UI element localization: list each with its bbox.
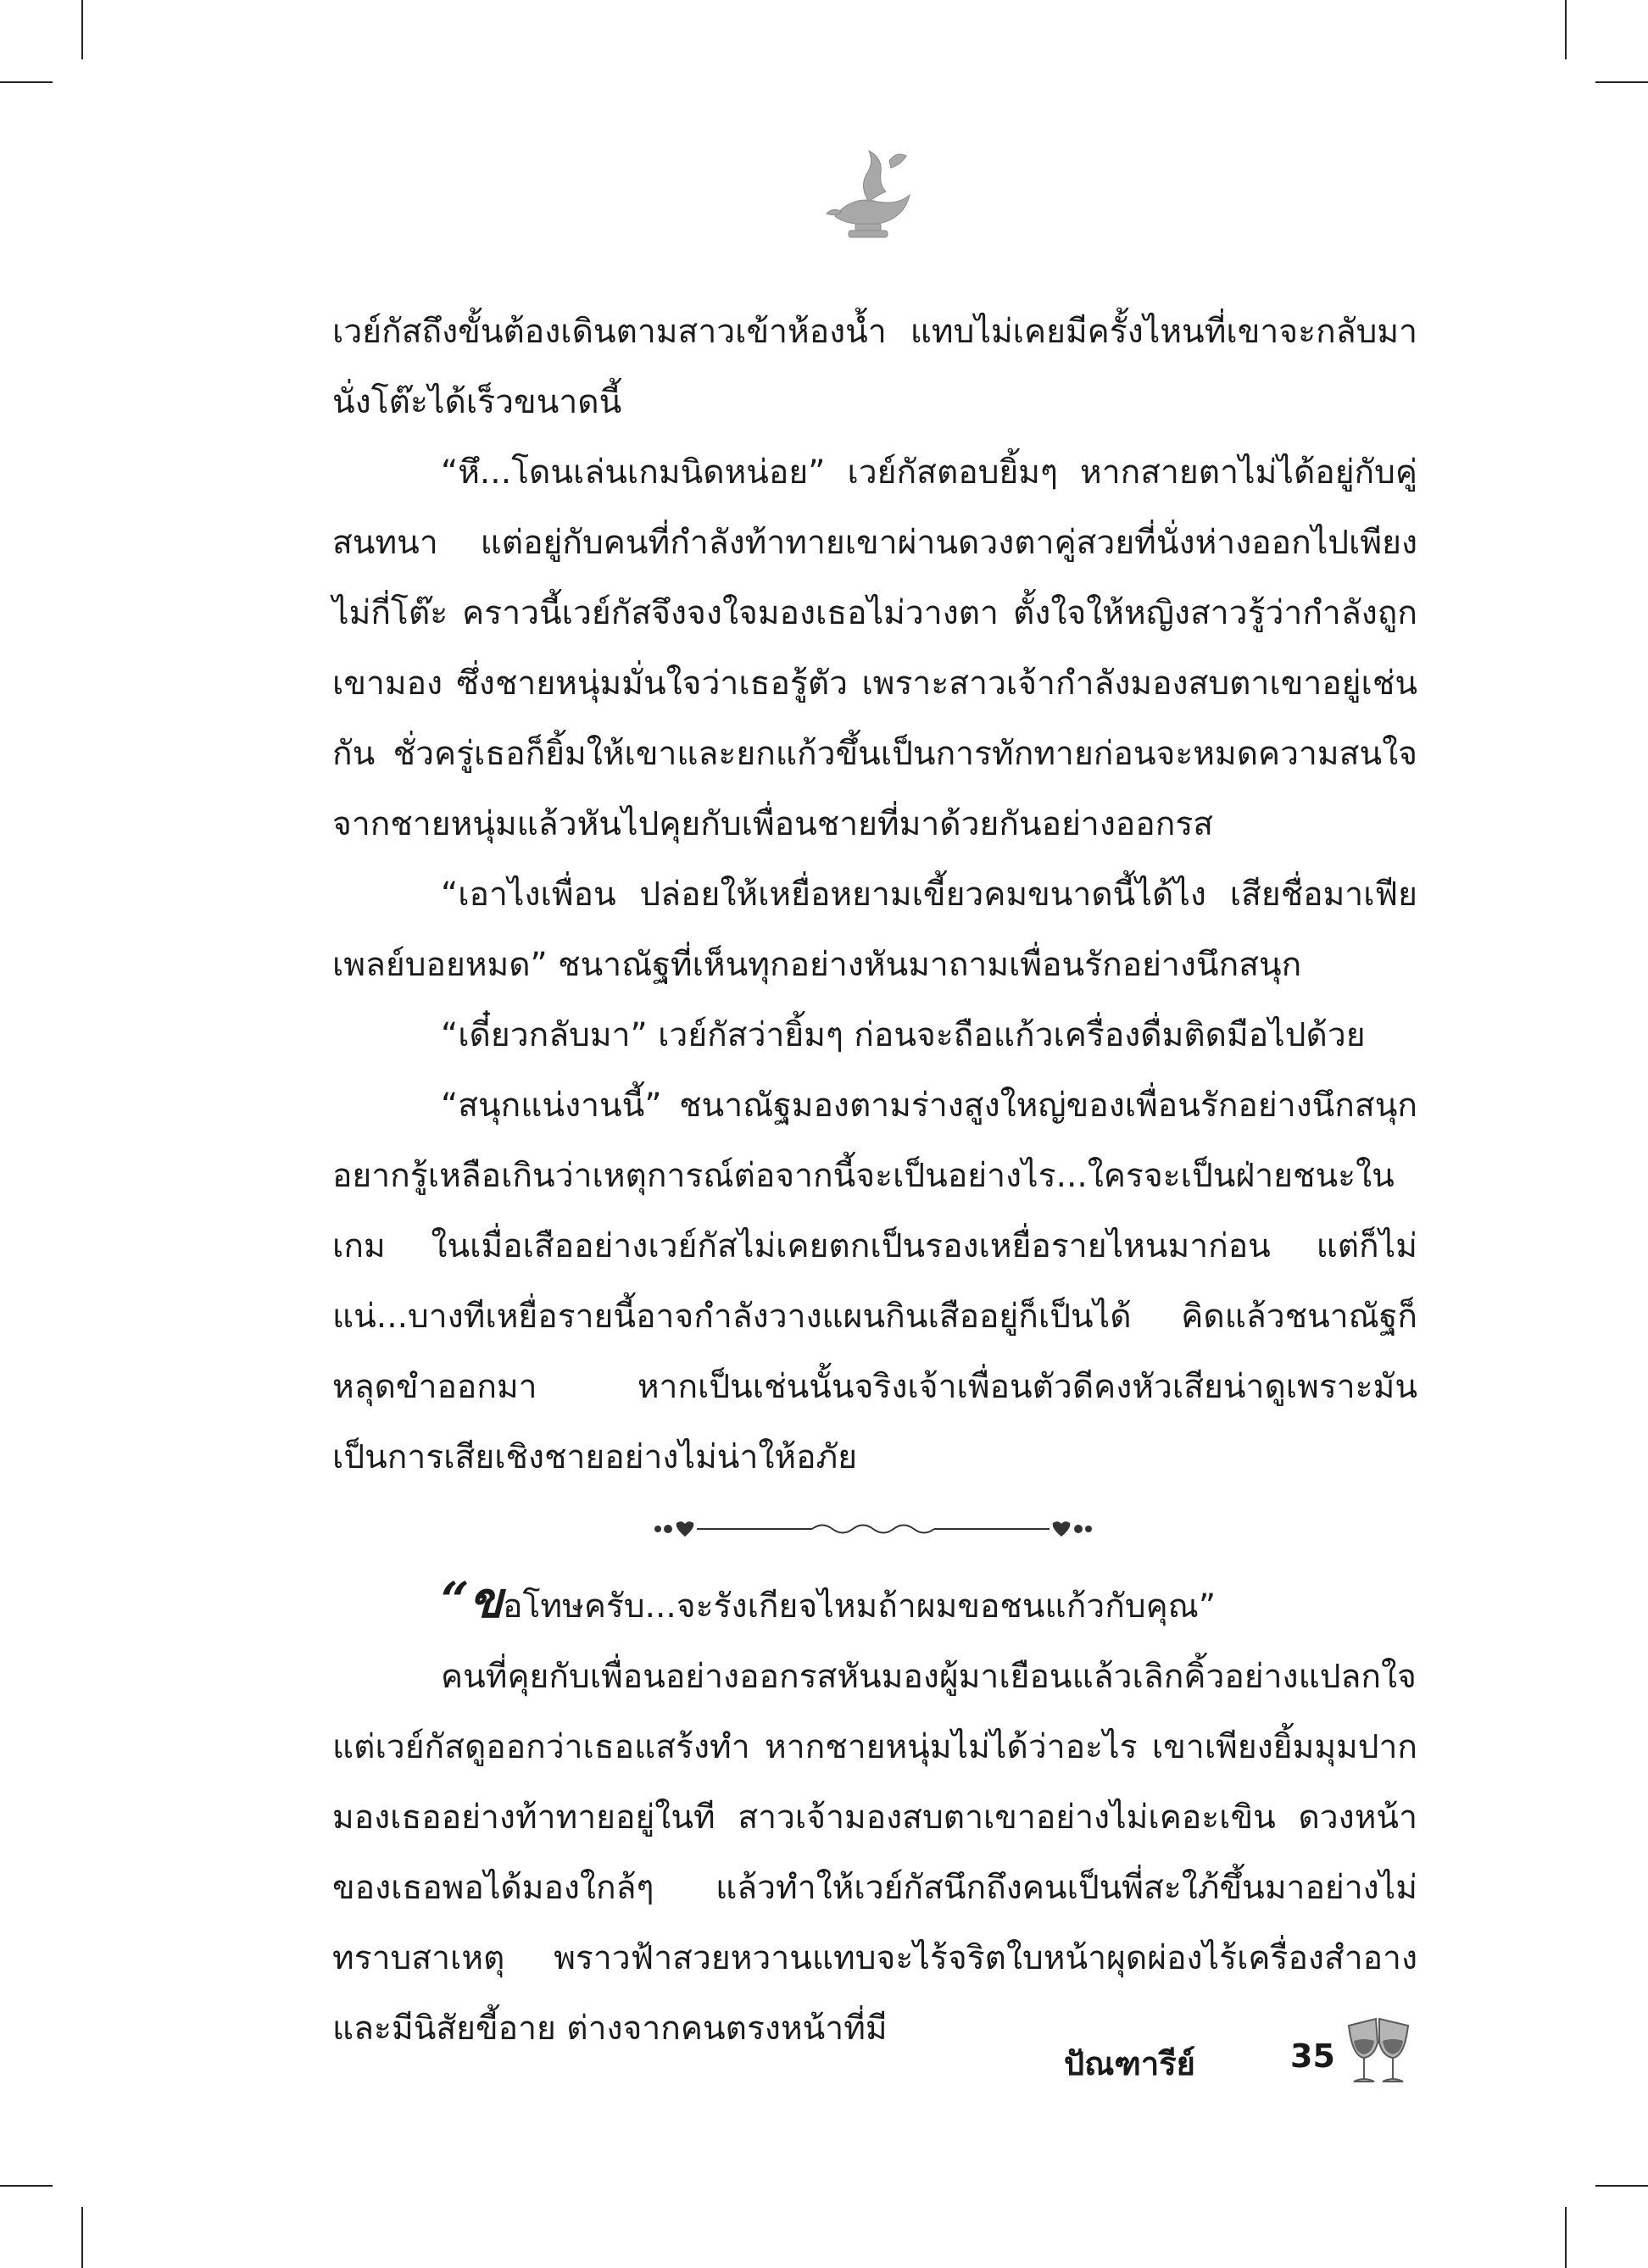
body-text <box>332 297 1417 2064</box>
paragraph-6: คนที่คุยกับเพื่อนอย่างออกรสหันมองผู้มาเยือนแล้วเลิกคิ้วอย่างแปลกใจ แต่เวย์กัสดูออกว่าเธอแสร้งทำ หากชายหนุ่มไม่ได้ว่าอะไร เขาเพียงยิ้มมุมปากมองเธออย่างท้าทายอยู่ในที สาวเจ้ามองสบตาเขาอย่างไม่เคอะเขิน ดวงหน้าของเธอพอได้มองใกล้ๆ แล้วทำให้เวย์กัสนึกถึงคนเป็นพี่สะใภ้ขึ้นมาอย่างไม่ทราบสาเหตุ พราวฟ้าสวยหวานแทบจะไร้จริตใบหน้าผุดผ่องไร้เครื่องสำอาง และมีนิสัยขี้อาย ต่างจากคนตรงหน้าที่มี <box>332 1658 1417 2048</box>
paragraph-5: “สนุกแน่งานนี้” ชนาณัฐมองตามร่างสูงใหญ่ของเพื่อนรักอย่างนึกสนุก อยากรู้เหลือเกินว่าเหตุการณ์ต่อจากนี้จะเป็นอย่างไร...ใครจะเป็นฝ่ายชนะในเกม ในเมื่อเสืออย่างเวย์กัสไม่เคยตกเป็นรองเหยื่อรายไหนมาก่อน แต่ก็ไม่แน่...บางทีเหยื่อรายนี้อาจกำลังวางแผนกินเสืออยู่ก็เป็นได้ คิดแล้วชนาณัฐก็หลุดขำออกมา หากเป็นเช่นนั้นจริงเจ้าเพื่อนตัวดีคงหัวเสียน่าดูเพราะมันเป็นการเสียเชิงชายอย่างไม่น่าให้อภัย <box>332 1087 1417 1476</box>
crop-mark-bottom-left <box>81 2207 83 2268</box>
wine-glasses-icon <box>1342 2009 1413 2090</box>
open-quote: “ <box>441 1571 470 1629</box>
crop-mark-bottom-right-h <box>1595 2185 1648 2187</box>
page-number: 35 <box>1290 2037 1335 2075</box>
crop-mark-top-left-h <box>0 81 53 83</box>
section-2-first-line <box>332 1565 1417 1642</box>
lead-letter: ข <box>469 1571 504 1629</box>
page-footer <box>1064 2000 1420 2119</box>
section-break <box>332 1493 1417 1565</box>
paragraph-4: “เดี๋ยวกลับมา” เวย์กัสว่ายิ้มๆ ก่อนจะถือแก้วเครื่องดื่มติดมือไปด้วย <box>441 1016 1366 1054</box>
paragraph-1: เวย์กัสถึงขั้นต้องเดินตามสาวเข้าห้องน้ำ แทบไม่เคยมีครั้งไหนที่เขาจะกลับมานั่งโต๊ะได้เร็วขนาดนี้ <box>332 313 1417 421</box>
genie-lamp-icon <box>818 136 920 246</box>
hearts-scroll-divider-icon <box>653 1516 1094 1542</box>
paragraph-3: “เอาไงเพื่อน ปล่อยให้เหยื่อหยามเขี้ยวคมขนาดนี้ได้ไง เสียชื่อมาเฟียเพลย์บอยหมด” ชนาณัฐที่เห็นทุกอย่างหันมาถามเพื่อนรักอย่างนึกสนุก <box>332 876 1417 984</box>
crop-mark-top-left <box>81 0 83 59</box>
crop-mark-top-right-h <box>1595 81 1648 83</box>
book-title: ปัณฑารีย์ <box>1064 2045 1195 2082</box>
crop-mark-bottom-right <box>1565 2207 1567 2268</box>
first-line-text: อโทษครับ...จะรังเกียจไหมถ้าผมขอชนแก้วกับคุณ” <box>503 1587 1217 1626</box>
crop-mark-top-right <box>1565 0 1567 59</box>
crop-mark-bottom-left-h <box>0 2185 53 2187</box>
paragraph-2: “หึ...โดนเล่นเกมนิดหน่อย” เวย์กัสตอบยิ้มๆ หากสายตาไม่ได้อยู่กับคู่สนทนา แต่อยู่กับคนที่กำลังท้าทายเขาผ่านดวงตาคู่สวยที่นั่งห่างออกไปเพียงไม่กี่โต๊ะ คราวนี้เวย์กัสจึงจงใจมองเธอไม่วางตา ตั้งใจให้หญิงสาวรู้ว่ากำลังถูกเขามอง ซึ่งชายหนุ่มมั่นใจว่าเธอรู้ตัว เพราะสาวเจ้ากำลังมองสบตาเขาอยู่เช่นกัน ชั่วครู่เธอก็ยิ้มให้เขาและยกแก้วขึ้นเป็นการทักทายก่อนจะหมดความสนใจจากชายหนุ่มแล้วหันไปคุยกับเพื่อนชายที่มาด้วยกันอย่างออกรส <box>332 453 1417 843</box>
